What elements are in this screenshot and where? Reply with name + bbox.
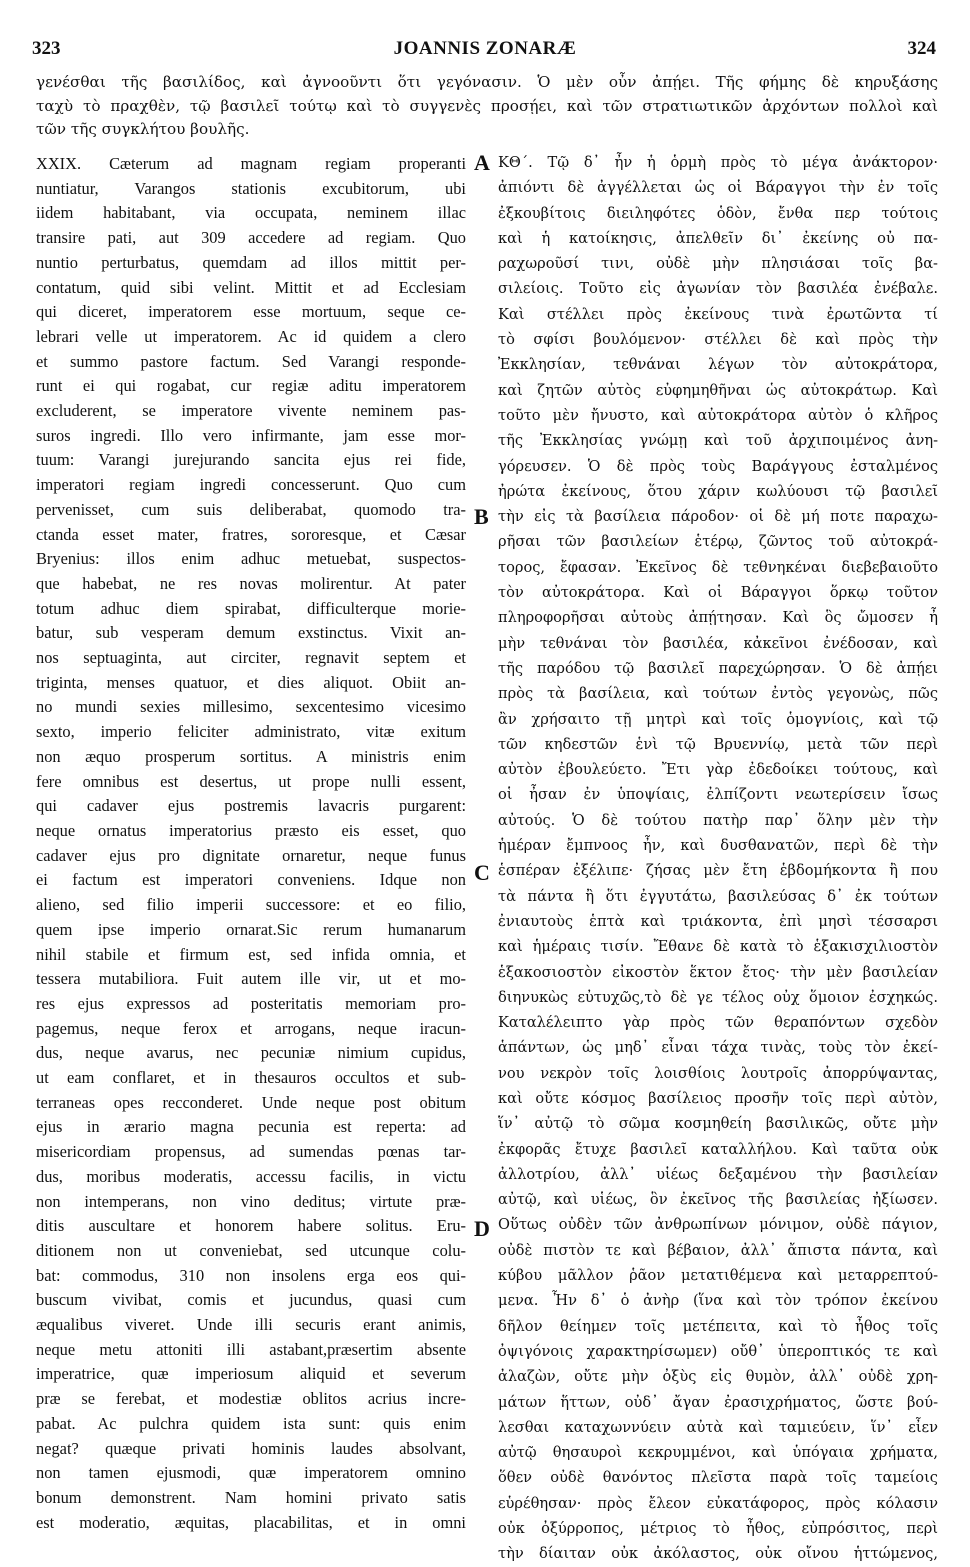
greek-line: εὑρέθησαν· πρὸς ἔλεον εὐκατάφορος, πρὸς κόλασιν bbox=[498, 1494, 938, 1512]
greek-line: σιλείοις. Τοῦτο εἰς ἀγωνίαν τὸν βασιλέα ἐνέβαλε. bbox=[498, 280, 938, 298]
greek-line: ἡμέραν ἔμπνοος ἦν, καὶ δυσθανατῶν, περὶ δὲ τὴν bbox=[498, 837, 938, 855]
greek-line: οὐκ ὀξύρροπος, μέτριος τὸ ἦθος, εὐπρόσιτος, περὶ bbox=[498, 1520, 938, 1538]
latin-line: nuntio perturbatus, quemdam ad illos mittit per- bbox=[36, 252, 466, 272]
latin-line: non tamen ejusmodi, quæ imperatorem omnino bbox=[36, 1463, 466, 1483]
greek-line: ἠρώτα ἐκείνους, ὅτου χάριν κωλύουσι τῷ βασιλεῖ bbox=[498, 482, 938, 500]
greek-line: καὶ ἡ κατοίκησις, ἀπελθεῖν δι᾽ ἐκείνης οὐ πα- bbox=[498, 229, 938, 247]
latin-line: batur, sub vesperam demum exstinctus. Vixit an- bbox=[36, 623, 466, 643]
latin-line: quem ipse imperio ornarat.Sic rerum humanarum bbox=[36, 919, 466, 939]
latin-line: neque ornatus imperatorius præsto eis esset, quo bbox=[36, 820, 466, 840]
latin-line: ctanda esset mater, fratres, sororesque, et Cæsar bbox=[36, 524, 466, 544]
latin-line: transire pati, aut 309 accedere ad regiam. Quo bbox=[36, 228, 466, 248]
latin-line: runt ei qui rogabat, cur regiæ aditu imperatorem bbox=[36, 376, 466, 396]
greek-line: τὴν εἰς τὰ βασίλεια πάροδον· οἱ δὲ μή ποτε παραχω- bbox=[498, 508, 938, 526]
latin-line: negat? quæque privati hominis laudes absolvant, bbox=[36, 1438, 466, 1458]
latin-line: cadaver ejus pro dignitate ornaretur, neque funus bbox=[36, 845, 466, 865]
latin-line: alieno, sed filio imperii successore: et eo filio, bbox=[36, 895, 466, 915]
latin-line: qui cadaver ejus postremis lavacris purgarent: bbox=[36, 796, 466, 816]
greek-line: μάτων ἥττων, οὐδ᾽ ἄγαν ἐρασιχρήματος, ὥστε βού- bbox=[498, 1393, 938, 1411]
page-number-right: 324 bbox=[907, 38, 936, 59]
latin-line: nos septuaginta, aut circiter, regnavit septem et bbox=[36, 648, 466, 668]
greek-line: μὴν τεθνάναι τὸν βασιλέα, κἀκεῖνοι ἐνέδοσαν, καὶ bbox=[498, 634, 938, 652]
latin-line: que habebat, ne res novas molirentur. At pater bbox=[36, 573, 466, 593]
greek-line: Καὶ στέλλει πρὸς ἐκείνους τινὰ ἐρωτῶντα τί bbox=[498, 305, 938, 323]
greek-line: ἑξακοσιοστὸν εἰκοστὸν ἕκτον ἔτος· τὴν μὲν βασιλείαν bbox=[498, 963, 938, 981]
greek-line: καὶ οὔτε κόσμος βασίλειος προσῆν τοῖς περὶ αὐτὸν, bbox=[498, 1089, 938, 1107]
greek-line: διηνυκὼς εὐτυχῶς,τὸ δὲ γε τέλος οὐχ ὅμοιον ἐσχηκώς. bbox=[498, 988, 938, 1006]
greek-line: τὰ πάντα ἢ ὅτι ἐγγυτάτω, βασιλεύσας δ᾽ ἐκ τούτων bbox=[498, 887, 938, 905]
latin-line: totum adhuc diem spirabat, difficulterque morie- bbox=[36, 598, 466, 618]
greek-line: δῆλον θείημεν τοῖς μετέπειτα, καὶ τὸ ἦθος τοῖς bbox=[498, 1317, 938, 1335]
latin-line: neque metu attoniti illi astabant,præsertim absente bbox=[36, 1339, 466, 1359]
greek-line: ἑσπέραν ἐξέλιπε· ζήσας μὲν ἔτη ἑβδομήκοντα ἢ που bbox=[498, 862, 938, 880]
latin-line: pagemus, neque ferox et arrogans, neque iracun- bbox=[36, 1018, 466, 1038]
latin-line: tessera mutabiliora. Fuit autem ille vir, ut et mo- bbox=[36, 969, 466, 989]
greek-line: ΚΘ΄. Τῷ δ᾽ ἦν ἡ ὁρμὴ πρὸς τὸ μέγα ἀνάκτορον· bbox=[498, 154, 938, 171]
greek-line: τῆς Ἐκκλησίας γνώμῃ καὶ τοῦ ἀρχιποιμένος ἀνη- bbox=[498, 432, 938, 450]
top-greek-line: τῶν τῆς συγκλήτου βουλῆς. bbox=[36, 120, 250, 139]
latin-line: lebrari velle ut imperatorem. Ac id quidem a clero bbox=[36, 326, 466, 346]
latin-line: et summo pastore factum. Sed Varangi responde- bbox=[36, 351, 466, 371]
greek-line: ἂν χρήσαιτο τῇ μητρὶ καὶ τοῖς ὁμογνίοις, καὶ τῷ bbox=[498, 710, 938, 728]
greek-line: Καταλέλειπτο γὰρ πρὸς τῶν θεραπόντων σχεδὸν bbox=[498, 1014, 938, 1032]
latin-line: æqualibus viveret. Unde illi securis erant animis, bbox=[36, 1315, 466, 1335]
latin-line: ditionem non ut conveniebat, sed utcunque colu- bbox=[36, 1240, 466, 1260]
greek-line: οἱ ἦσαν ἐν ὑποψίαις, ἐλπίζοντι νεωτερίσειν ἴσως bbox=[498, 786, 938, 804]
greek-line: αὐτούς. Ὁ δὲ τούτου πατὴρ παρ᾽ ὅλην μὲν τὴν bbox=[498, 811, 938, 829]
greek-line: ρῆσαι τῶν βασιλείων ἑτέρῳ, ζῶντος τοῦ αὐτοκρά- bbox=[498, 533, 938, 551]
greek-line: τῶν κηδεστῶν ἑνὶ τῷ Βρυεννίῳ, μετὰ τῶν περὶ bbox=[498, 735, 938, 753]
greek-line: λεσθαι καταχωννύειν αὐτὰ καὶ ταμιεύειν, ἵν᾽ εἶεν bbox=[498, 1418, 938, 1436]
latin-column bbox=[36, 152, 466, 1535]
page-number-left: 323 bbox=[32, 38, 61, 59]
latin-line: nuntiatur, Varangos stationis excubitorum, ubi bbox=[36, 178, 466, 198]
latin-line: ut eam conflaret, et in thesauros occultos et sub- bbox=[36, 1068, 466, 1088]
greek-line: πρὸς τὰ βασίλεια, καὶ τούτων ἐντὸς γεγονὼς, πῶς bbox=[498, 685, 938, 703]
greek-line: ραχωροῦσί τινι, οὐδὲ μὴν πλησιάσαι τοῖς βα- bbox=[498, 255, 938, 273]
latin-line: XXIX. Cæterum ad magnam regiam properanti bbox=[36, 154, 466, 173]
latin-line: Bryenius: illos enim adhuc metuebat, suspectos- bbox=[36, 549, 466, 569]
latin-line: qui diceret, imperatorem esse mortuum, seque ce- bbox=[36, 302, 466, 322]
latin-line: iidem habitabant, via occupata, neminem illac bbox=[36, 203, 466, 223]
latin-line: fere omnibus est desertus, ut prope nulli essent, bbox=[36, 771, 466, 791]
greek-line: καὶ ἡμέραις τισίν. Ἔθανε δὲ κατὰ τὸ ἑξακισχιλιοστὸν bbox=[498, 938, 938, 956]
latin-line: buscum vivibat, comis et jucundus, quasi cum bbox=[36, 1290, 466, 1310]
latin-line: misericordiam propensus, ad sumendas pœnas tar- bbox=[36, 1142, 466, 1162]
latin-line: est moderatio, æquitas, placabilitas, et in omni bbox=[36, 1512, 466, 1532]
greek-line: ἐνιαυτοὺς ἑπτὰ καὶ τριάκοντα, ἐπὶ μησὶ τέσσαρσι bbox=[498, 912, 938, 930]
margin-marker-d: D bbox=[474, 1216, 490, 1241]
greek-line: κύβου μᾶλλον ῥᾶον μετατιθέμενα καὶ μεταρρεπτού- bbox=[498, 1267, 938, 1285]
greek-line: ἀπιόντι δὲ ἀγγέλλεται ὡς οἱ Βάραγγοι τὴν ἐν τοῖς bbox=[498, 179, 938, 197]
top-greek-line: γενέσθαι τῆς βασιλίδος, καὶ ἀγνοοῦντι ὅτι γεγόνασιν. Ὁ μὲν οὖν ἀπῄει. Τῆς φήμης δὲ κηρυξάσης bbox=[36, 73, 938, 91]
greek-line: τορος, ἔφασαν. Ἐκεῖνος δὲ τεθνηκέναι διεβεβαιοῦτο bbox=[498, 558, 938, 576]
greek-line: ἐκφορᾶς ἔτυχε βασιλεῖ καταλλήλου. Καὶ ταῦτα οὐκ bbox=[498, 1140, 938, 1158]
greek-line: πληροφορῆσαι αὐτοὺς ἀπῄτησαν. Καὶ ὃς ὤμοσεν ἦ bbox=[498, 609, 938, 627]
latin-line: ei factum est imperatori conveniens. Idque non bbox=[36, 870, 466, 890]
latin-line: pervenisset, cum suis deliberabat, quomodo tra- bbox=[36, 499, 466, 519]
latin-line: dus, moribus moderatis, accessu facilis, in victu bbox=[36, 1166, 466, 1186]
latin-line: bat: commodus, 310 non insolens erga eos qui- bbox=[36, 1265, 466, 1285]
greek-line: αὐτὸν ἐβουλεύετο. Ἔτι γὰρ ἐδεδοίκει τούτους, καὶ bbox=[498, 761, 938, 779]
latin-line: pabat. Ac pulchra quidem ista sunt: quis enim bbox=[36, 1413, 466, 1433]
latin-line: res ejus expressos ad posteritatis memoriam pro- bbox=[36, 993, 466, 1013]
greek-line: ἐξκουβίτοις διειληφότες ὁδὸν, ἔνθα περ τούτοις bbox=[498, 204, 938, 222]
greek-line: τοῦτο μὲν ἤνυστο, καὶ αὐτοκράτορα αὐτὸν ὁ κλῆρος bbox=[498, 406, 938, 424]
greek-line: Ἐκκλησίαν, τεθνάναι λέγων τὸν αὐτοκράτορα, bbox=[498, 356, 938, 374]
latin-line: non intemperans, non vino deditus; virtute præ- bbox=[36, 1191, 466, 1211]
greek-line: νου νεκρὸν τοῖς λοισθίοις λουτροῖς ἀπορρύψαντας, bbox=[498, 1064, 938, 1082]
latin-line: bonum demonstrent. Nam homini privato satis bbox=[36, 1487, 466, 1507]
running-title: JOANNIS ZONARÆ bbox=[393, 38, 577, 59]
latin-line: contatum, quid sibi velint. Mittit et ad Ecclesiam bbox=[36, 277, 466, 297]
greek-line: τὴν δίαιταν οὐκ ἀκόλαστος, οὐκ οἴνου ἡττώμενος, bbox=[498, 1545, 938, 1563]
latin-line: terraneas opes recconderet. Unde neque post obitum bbox=[36, 1092, 466, 1112]
greek-line: ἀλαζὼν, οὔτε μὴν ὀξὺς εἰς θυμὸν, ἀλλ᾽ οὐδὲ χρη- bbox=[498, 1368, 938, 1386]
latin-line: tuum: Varangi jurejurando sancita ejus rei fide, bbox=[36, 450, 466, 470]
latin-line: sexto, imperio feliciter administrato, vitæ exitum bbox=[36, 722, 466, 742]
greek-line: Οὕτως οὐδὲν τῶν ἀνθρωπίνων μόνιμον, οὐδὲ πάγιον, bbox=[498, 1216, 938, 1234]
greek-line: μενα. Ἦν δ᾽ ὁ ἀνὴρ (ἵνα καὶ τὸν τρόπον ἐκείνου bbox=[498, 1292, 938, 1310]
latin-line: non æquo prosperum sortitus. A ministris enim bbox=[36, 746, 466, 766]
greek-line: ὀψιγόνοις χαρακτηρίσωμεν) οὔθ᾽ ὑπεροπτικός τε καὶ bbox=[498, 1342, 938, 1360]
top-greek-line: ταχὺ τὸ πραχθὲν, τῷ βασιλεῖ τούτῳ καὶ τὸ συγγενὲς προσῄει, καὶ τῶν στρατιωτικῶν ἀρχόντων πολλοὶ καὶ bbox=[36, 96, 938, 115]
latin-line: imperatrice, quæ imperiosum aliquid et severum bbox=[36, 1364, 466, 1384]
margin-marker-c: C bbox=[474, 860, 490, 885]
greek-line: οὐδὲ πιστὸν τε καὶ βέβαιον, ἀλλ᾽ ἄπιστα πάντα, καὶ bbox=[498, 1241, 938, 1259]
running-header bbox=[0, 38, 970, 64]
latin-line: præ se ferebat, et modestiæ oblitos acrius incre- bbox=[36, 1389, 466, 1409]
margin-marker-b: B bbox=[474, 504, 489, 529]
greek-line: ἁπάντων, ὡς μηδ᾽ εἶναι τάχα τινὰς, τοὺς τὸν ἐκεί- bbox=[498, 1039, 938, 1057]
latin-line: dus, neque avarus, nec pecuniæ nimium cupidus, bbox=[36, 1043, 466, 1063]
greek-line: τὸ σφίσι βουλόμενον· στέλλει δὲ καὶ πρὸς τὴν bbox=[498, 331, 938, 349]
greek-line: γόρευσεν. Ὁ δὲ πρὸς τοὺς Βαράγγους ἐσταλμένος bbox=[498, 457, 938, 475]
latin-line: triginta, menses quatuor, et dies aliquot. Obiit an- bbox=[36, 672, 466, 692]
greek-line: τῆς παρόδου τῷ βασιλεῖ παρεχώρησαν. Ὁ δὲ ἀπῄει bbox=[498, 659, 938, 677]
latin-line: ditis auscultare et honorem habere solitus. Eru- bbox=[36, 1216, 466, 1236]
greek-line: ἵν᾽ αὐτῷ τὸ σῶμα κοσμηθείη βασιλικῶς, οὔτε μὴν bbox=[498, 1115, 938, 1133]
latin-line: suros ingredi. Illo vero infirmante, jam esse mor- bbox=[36, 425, 466, 445]
greek-column bbox=[498, 150, 938, 1567]
margin-marker-a: A bbox=[474, 150, 490, 175]
latin-line: ejus in ærario magna pecunia est reperta: ad bbox=[36, 1117, 466, 1137]
latin-line: imperatori regiam ingredi concesserunt. Quo cum bbox=[36, 475, 466, 495]
latin-line: no mundi sexies millesimo, sexcentesimo vicesimo bbox=[36, 697, 466, 717]
top-greek-block bbox=[36, 71, 938, 142]
greek-line: ὅθεν οὐδὲ θανόντος πλεῖστα παρὰ τοῖς ταμείοις bbox=[498, 1469, 938, 1487]
greek-line: ἀλλοτρίου, ἀλλ᾽ υἱέως δεξαμένου τὴν βασιλείαν bbox=[498, 1165, 938, 1183]
latin-line: excluderent, se imperatore vivente neminem pas- bbox=[36, 401, 466, 421]
greek-line: τὸν αὐτοκράτορα. Καὶ οἱ Βάραγγοι ὅρκῳ τοῦτον bbox=[498, 584, 938, 602]
greek-line: αὐτῷ, καὶ υἱέως, ὃν ἐκεῖνος τῆς βασιλείας ἠξίωσεν. bbox=[498, 1191, 938, 1209]
greek-line: καὶ ζητῶν αὐτὸς εὐφημηθῆναι ὡς αὐτοκράτωρ. Καὶ bbox=[498, 381, 938, 399]
greek-line: αὐτῷ θησαυροὶ κεκρυμμένοι, καὶ ὑπόγαια χρήματα, bbox=[498, 1444, 938, 1462]
latin-line: nihil stabile et firmum est, sed infida omnia, et bbox=[36, 944, 466, 964]
